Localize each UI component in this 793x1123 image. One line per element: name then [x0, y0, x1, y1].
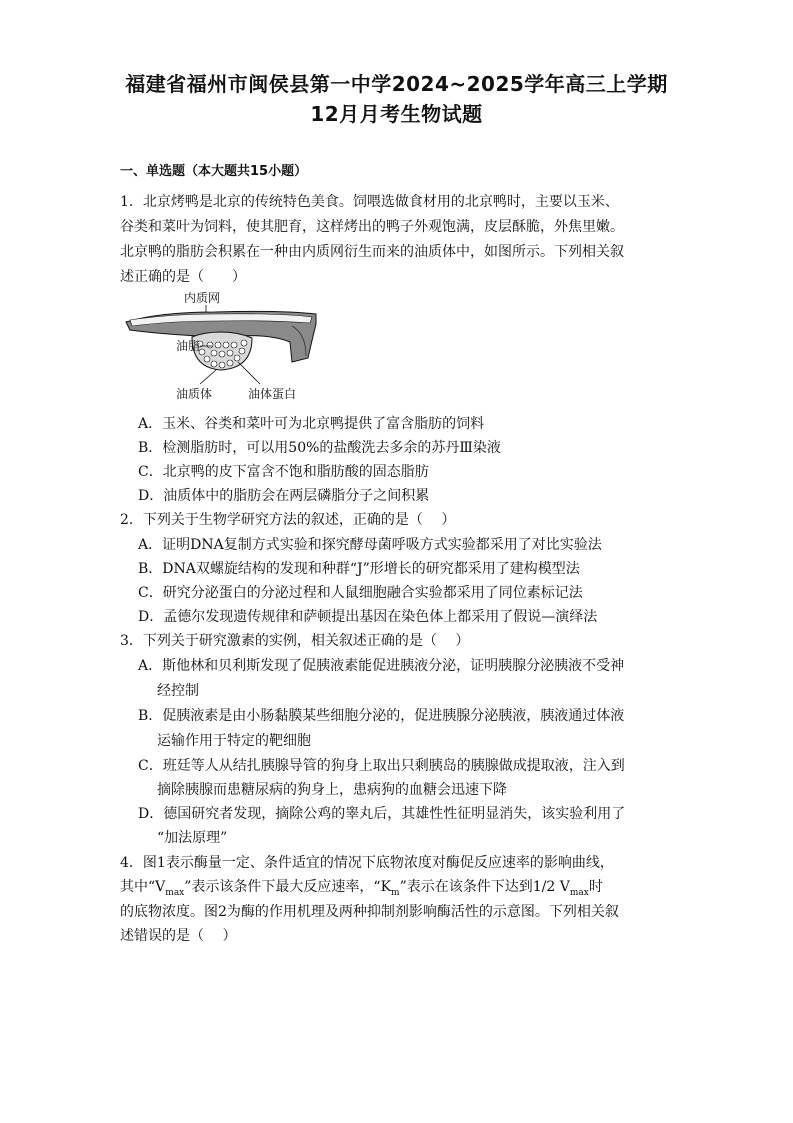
q3-option-d[interactable]: D．德国研究者发现，摘除公鸡的睾丸后，其雄性性征明显消失，该实验利用了 [138, 806, 626, 822]
leader-line [200, 370, 216, 384]
q3-stem: 3．下列关于研究激素的实例，相关叙述正确的是（ ） [120, 633, 470, 649]
q4-text: ”表示在该条件下达到1/2 V [399, 879, 570, 895]
label-oil: 油脂 [176, 339, 201, 353]
q4-text: ”表示该条件下最大反应速率，“K [184, 879, 392, 895]
q4-subscript: max [165, 887, 185, 898]
q4-subscript: max [569, 887, 589, 898]
exam-title-line1: 福建省福州市闽侯县第一中学2024~2025学年高三上学期 [125, 72, 668, 96]
q4-stem-line [120, 876, 603, 898]
q4-subscript: m [391, 887, 400, 898]
q3-option-d-cont: “加法原理” [157, 830, 228, 846]
q1-option-a[interactable]: A．玉米、谷类和菜叶可为北京鸭提供了富含脂肪的饲料 [138, 416, 485, 432]
q2-option-d[interactable]: D．孟德尔发现遗传规律和萨顿提出基因在染色体上都采用了假说—演绎法 [138, 609, 598, 625]
q1-stem-line: 谷类和菜叶为饲料，使其肥育，这样烤出的鸭子外观饱满，皮层酥脆，外焦里嫩。 [120, 219, 624, 235]
q2-option-b[interactable]: B．DNA双螺旋结构的发现和种群“J”形增长的研究都采用了建构模型法 [138, 561, 580, 577]
q3-option-b[interactable]: B．促胰液素是由小肠黏膜某些细胞分泌的，促进胰腺分泌胰液，胰液通过体液 [138, 708, 625, 724]
q1-option-c[interactable]: C．北京鸭的皮下富含不饱和脂肪酸的固态脂肪 [138, 464, 429, 480]
label-er: 内质网 [184, 291, 221, 305]
oil-body-figure [120, 290, 320, 402]
q4-stem-line: 4．图1表示酶量一定、条件适宜的情况下底物浓度对酶促反应速率的影响曲线， [120, 855, 614, 871]
q1-stem-line: 1．北京烤鸭是北京的传统特色美食。饲喂选做食材用的北京鸭时，主要以玉米、 [120, 194, 619, 210]
q3-option-c-cont: 摘除胰腺而患糖尿病的狗身上，患病狗的血糖会迅速下降 [157, 782, 507, 798]
q3-option-b-cont: 运输作用于特定的靶细胞 [157, 733, 311, 749]
exam-title-line2: 12月月考生物试题 [310, 102, 483, 126]
q1-stem-line: 述正确的是（ ） [120, 269, 246, 285]
leader-line [238, 362, 260, 384]
label-oil-protein: 油体蛋白 [248, 387, 297, 401]
q3-option-a-cont: 经控制 [157, 683, 199, 699]
q1-option-d[interactable]: D．油质体中的脂肪会在两层磷脂分子之间积累 [138, 488, 430, 504]
q3-option-c[interactable]: C．班廷等人从结扎胰腺导管的狗身上取出只剩胰岛的胰腺做成提取液，注入到 [138, 758, 625, 774]
q1-stem-line: 北京鸭的脂肪会积累在一种由内质网衍生而来的油质体中，如图所示。下列相关叙 [120, 244, 624, 260]
label-oil-body: 油质体 [176, 387, 213, 401]
q4-stem-line: 的底物浓度。图2为酶的作用机理及两种抑制剂影响酶活性的示意图。下列相关叙 [120, 904, 619, 920]
q4-text: 时 [588, 879, 603, 895]
q2-option-c[interactable]: C．研究分泌蛋白的分泌过程和人鼠细胞融合实验都采用了同位素标记法 [138, 585, 583, 601]
q1-option-b[interactable]: B．检测脂肪时，可以用50%的盐酸洗去多余的苏丹Ⅲ染液 [138, 440, 501, 456]
q3-option-a[interactable]: A．斯他林和贝利斯发现了促胰液素能促进胰液分泌，证明胰腺分泌胰液不受神 [138, 658, 625, 674]
q2-stem: 2．下列关于生物学研究方法的叙述，正确的是（ ） [120, 512, 456, 528]
section-heading: 一、单选题（本大题共15小题） [120, 164, 308, 179]
q4-text: 其中“V [120, 879, 166, 895]
q4-stem-line: 述错误的是（ ） [120, 928, 237, 944]
q2-option-a[interactable]: A．证明DNA复制方式实验和探究酵母菌呼吸方式实验都采用了对比实验法 [138, 537, 602, 553]
